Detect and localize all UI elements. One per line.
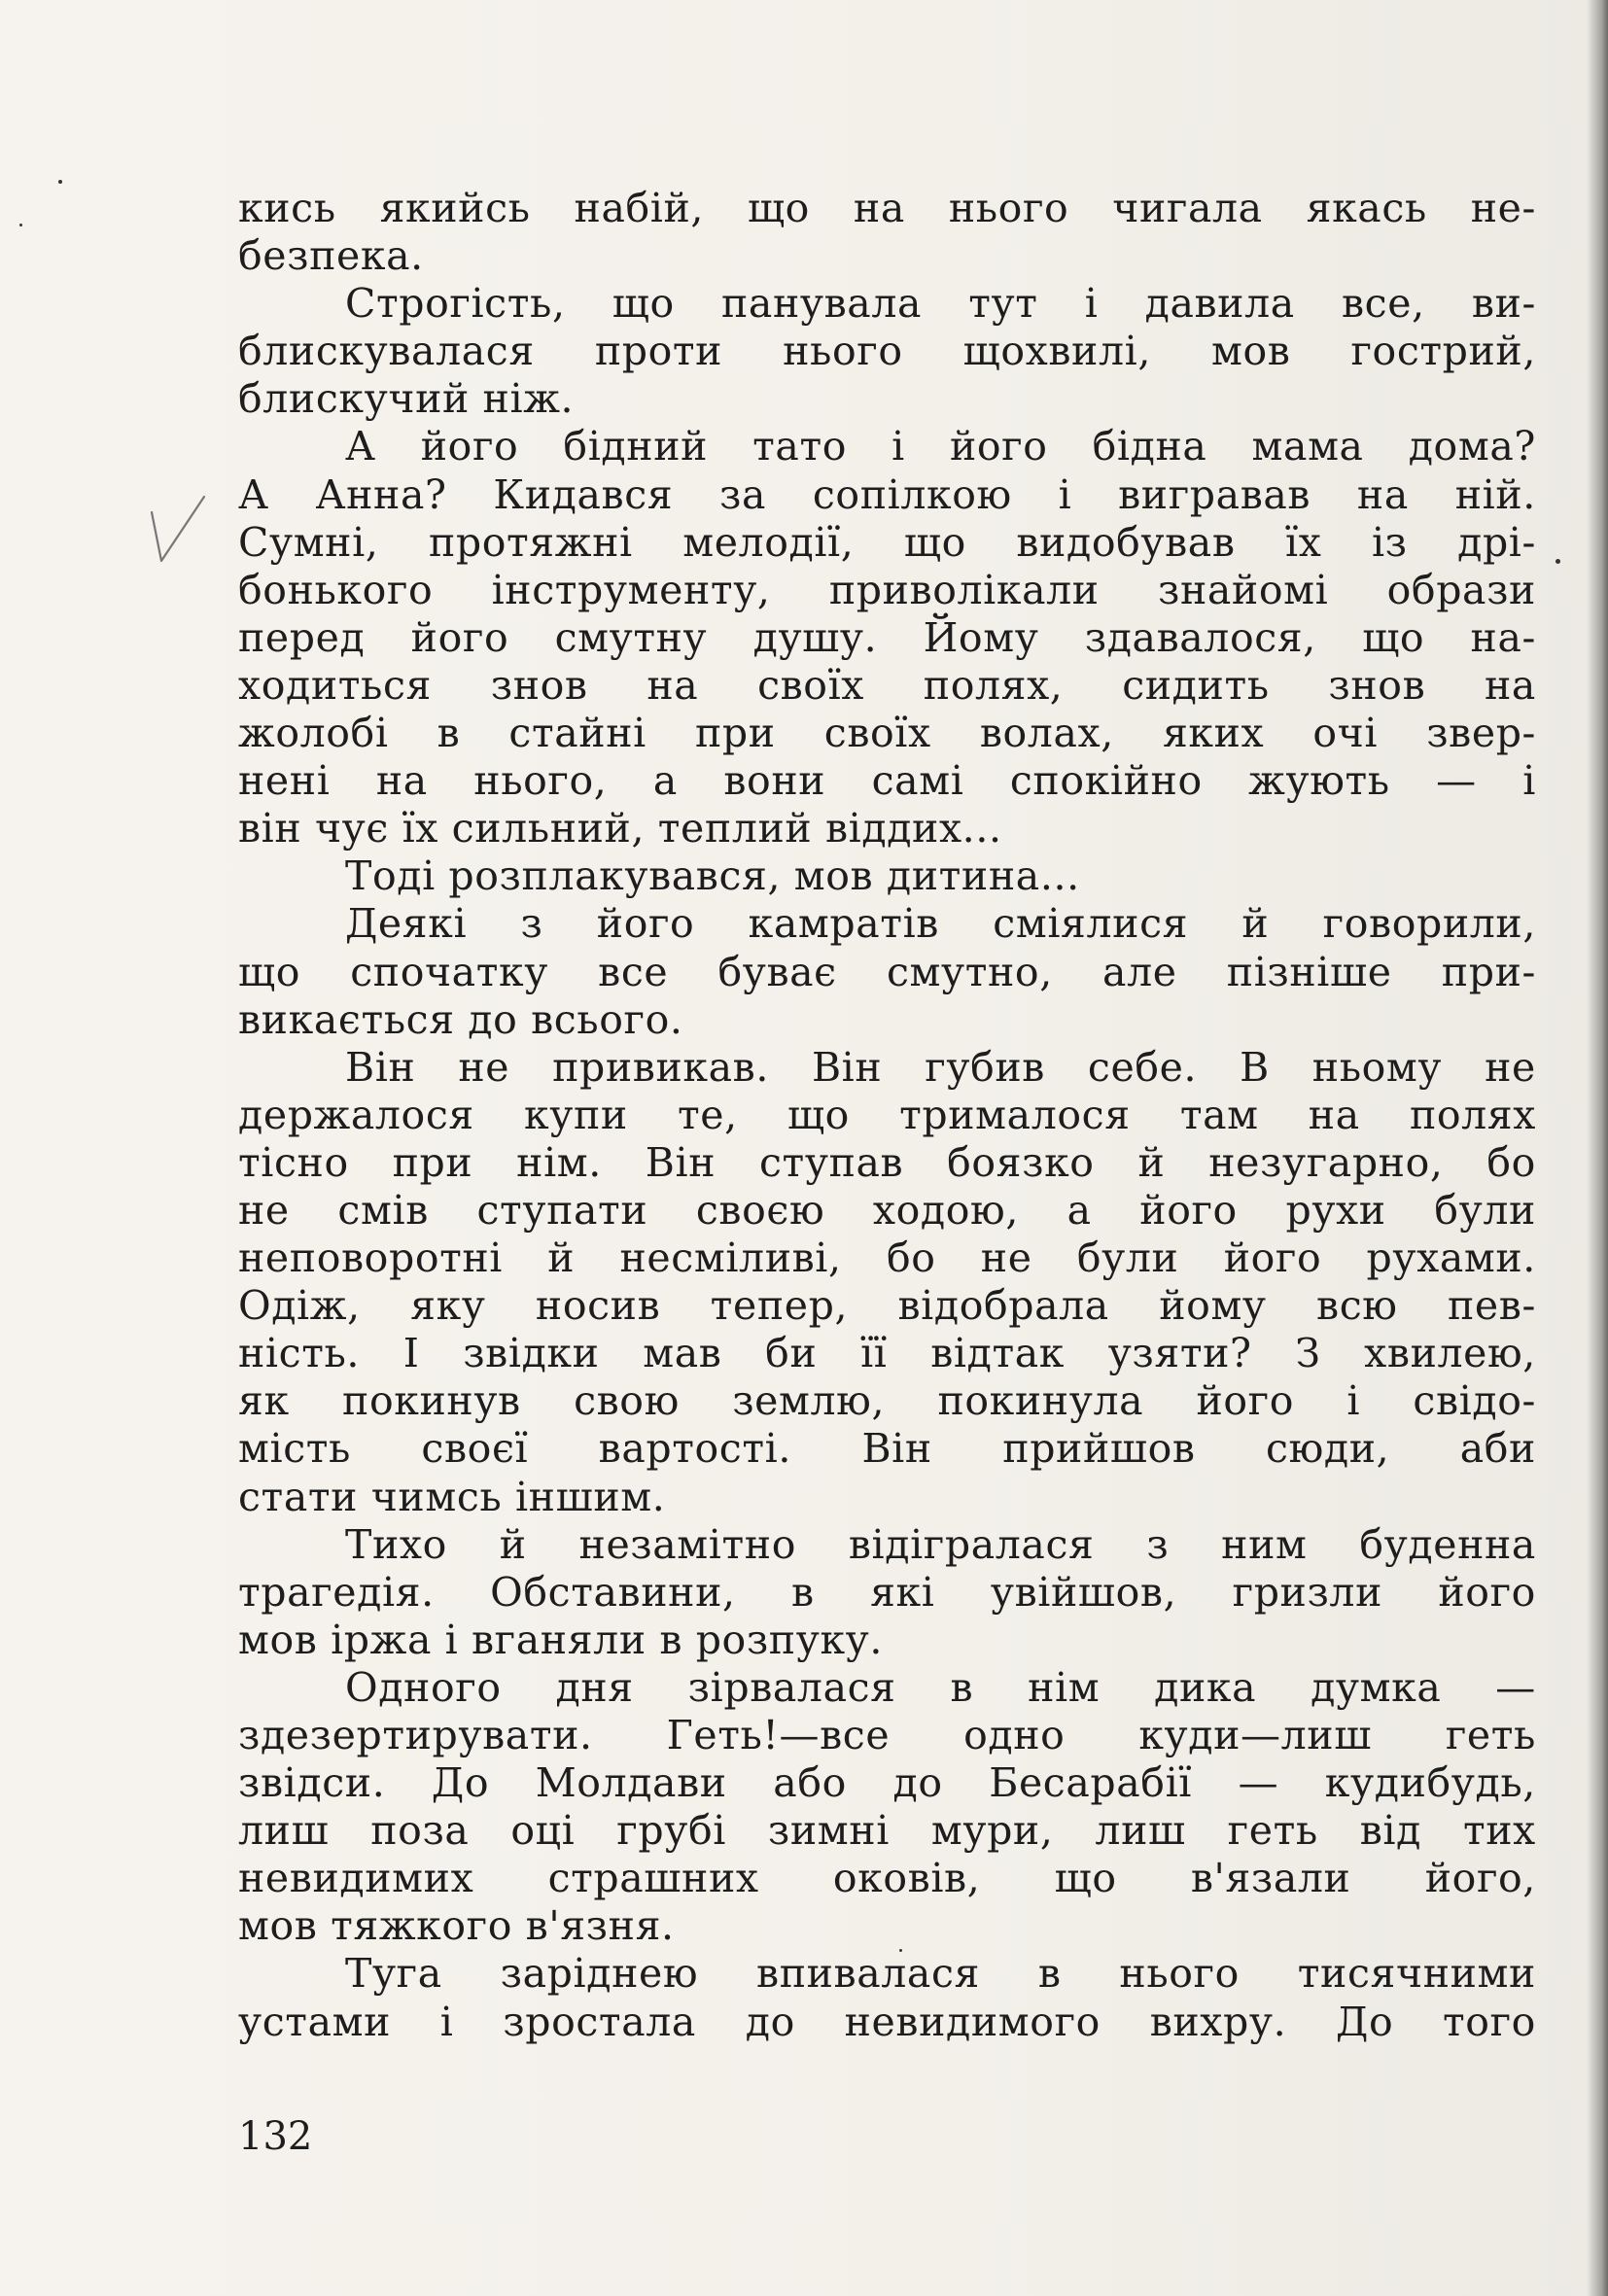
word: кудибудь, (1324, 1759, 1536, 1807)
text-line: мов тяжкого в'язня. (238, 1902, 675, 1950)
word: що (1362, 613, 1425, 661)
word: вони (723, 757, 826, 805)
word: відобрала (897, 1282, 1109, 1330)
word: рухи (1285, 1186, 1386, 1234)
page-number: 132 (238, 2114, 313, 2159)
word: оковів, (832, 1855, 981, 1902)
body-text (238, 185, 1536, 2046)
word: його (1196, 1377, 1295, 1425)
text-line (238, 662, 1536, 710)
text-line: безпека. (238, 232, 424, 280)
word: бо (1486, 1138, 1536, 1186)
text-line (238, 280, 1536, 328)
word: яку (410, 1282, 486, 1330)
word: його (420, 423, 519, 470)
word: полях (1409, 1091, 1536, 1138)
word: якась (1306, 185, 1427, 231)
word: ність. (238, 1330, 361, 1377)
word: панувала (720, 280, 923, 328)
text-line (238, 1664, 1536, 1712)
word: відігралася (848, 1520, 1095, 1568)
paper-speck (19, 224, 22, 226)
word: До (1336, 1998, 1394, 2045)
word: тих (1462, 1807, 1536, 1855)
word: бо (886, 1235, 936, 1282)
text-line (238, 710, 1536, 757)
word: все, (1341, 280, 1425, 328)
text-line (238, 1139, 1536, 1187)
word: би (765, 1330, 818, 1377)
word: Кидався (493, 470, 674, 518)
word: на- (1470, 613, 1536, 661)
word: яких (1162, 710, 1265, 757)
text-line (238, 519, 1536, 567)
word: стайні (508, 710, 647, 757)
word: мав (643, 1330, 722, 1377)
word: бідна (1092, 423, 1207, 470)
word: душу. (752, 613, 878, 661)
text-line (238, 471, 1536, 519)
word: ній. (1454, 470, 1536, 518)
text-line (238, 1855, 1536, 1902)
text-line (238, 1712, 1536, 1759)
word: тісно (238, 1138, 349, 1186)
word: або (773, 1759, 847, 1807)
word: геть (1227, 1807, 1318, 1855)
pencil-check-mark (144, 491, 212, 569)
word: все (598, 948, 669, 995)
word: блискувалася (238, 328, 535, 375)
word: здезертирувати. (238, 1712, 593, 1758)
word: свою (574, 1377, 680, 1425)
page-edge-shadow (1587, 0, 1608, 2296)
word: ви- (1471, 280, 1536, 328)
text-line (238, 757, 1536, 805)
word: Він (345, 1043, 416, 1091)
word: прийшов (1002, 1425, 1196, 1473)
word: своєї (421, 1425, 529, 1473)
word: в (437, 710, 461, 757)
word: Деякі (345, 900, 468, 948)
word: й (547, 1235, 576, 1282)
word: мов (1210, 328, 1291, 375)
word: своїх (757, 661, 865, 709)
word: дня (555, 1663, 634, 1711)
word: пізніше (1226, 948, 1392, 995)
word: видобував (1016, 518, 1236, 566)
word: всю (1316, 1282, 1398, 1330)
word: від (1359, 1807, 1421, 1855)
word: вартості. (598, 1425, 792, 1473)
word: його (1223, 1235, 1322, 1282)
word: але (1102, 948, 1177, 995)
word: невидимого (844, 1998, 1101, 2045)
word: на (1356, 470, 1409, 518)
word: ньому (1311, 1043, 1443, 1091)
text-line (238, 328, 1536, 375)
text-line (238, 1999, 1536, 2046)
text-line: Тоді розплакувався, мов дитина... (345, 852, 1080, 900)
word: Він (811, 1043, 883, 1091)
word: Сумні, (238, 518, 379, 566)
word: дрі- (1457, 518, 1536, 566)
text-line (238, 185, 1536, 232)
word: пев- (1447, 1282, 1536, 1330)
word: А (345, 423, 376, 470)
word: смутну (554, 613, 708, 661)
word: З (1295, 1330, 1321, 1377)
word: Він (645, 1138, 717, 1186)
word: тепер, (710, 1282, 849, 1330)
word: були (1434, 1186, 1536, 1234)
word: звер- (1426, 710, 1536, 757)
word: хвилею, (1364, 1330, 1536, 1377)
word: що (787, 1091, 850, 1138)
word: мама (1251, 423, 1364, 470)
word: куди—лиш (1138, 1712, 1372, 1758)
word: лиш (1095, 1807, 1186, 1855)
word: звідси. (238, 1759, 386, 1807)
word: смів (337, 1186, 429, 1234)
word: бідний (563, 423, 709, 470)
word: давила (1144, 280, 1295, 328)
word: купи (524, 1091, 628, 1138)
word: проти (594, 328, 723, 375)
word: В (1240, 1043, 1270, 1091)
text-line (238, 1282, 1536, 1330)
word: до (745, 1998, 795, 2045)
text-line (238, 1187, 1536, 1235)
word: і (439, 1998, 454, 2045)
word: аби (1459, 1425, 1536, 1473)
word: вигравав (1118, 470, 1311, 518)
word: набій, (574, 185, 705, 231)
word: — (1495, 1663, 1536, 1711)
text-line (238, 1759, 1536, 1807)
word: на (853, 185, 905, 231)
word: спокійно (1009, 757, 1203, 805)
word: і (1084, 280, 1099, 328)
word: камратів (748, 900, 939, 948)
word: і (1058, 470, 1072, 518)
word: приволікали (828, 566, 1100, 613)
word: те, (678, 1091, 738, 1138)
text-line: викається до всього. (238, 995, 683, 1043)
word: що (903, 518, 966, 566)
word: сидить (1122, 661, 1270, 709)
word: того (1443, 1998, 1536, 2045)
word: нього (948, 185, 1069, 231)
word: лиш (238, 1807, 330, 1855)
word: заріднею (500, 1950, 699, 1998)
word: узяти? (1107, 1330, 1252, 1377)
word: Йому (923, 613, 1039, 661)
word: не (238, 1186, 290, 1234)
word: з (520, 900, 543, 948)
word: її (860, 1330, 888, 1377)
text-line (238, 1377, 1536, 1425)
word: тисячними (1297, 1950, 1536, 1998)
word: буває (717, 948, 837, 995)
paper-speck (1556, 559, 1560, 564)
word: До (431, 1759, 490, 1807)
word: там (1179, 1091, 1259, 1138)
word: на (375, 757, 428, 805)
word: інструменту, (491, 566, 771, 613)
word: й (499, 1520, 527, 1568)
word: його (410, 613, 509, 661)
word: — (1436, 757, 1477, 805)
text-line (238, 1044, 1536, 1092)
word: його (1438, 1568, 1536, 1616)
word: до (892, 1759, 943, 1807)
word: які (870, 1568, 935, 1616)
word: дома? (1408, 423, 1536, 470)
word: і (1522, 757, 1536, 805)
word: боязко (947, 1138, 1095, 1186)
word: його, (1424, 1855, 1536, 1902)
word: поза (370, 1807, 470, 1855)
word: знайомі (1158, 566, 1329, 613)
word: Одного (345, 1663, 502, 1711)
word: оці (510, 1807, 576, 1855)
word: волах, (979, 710, 1114, 757)
word: грубі (616, 1807, 726, 1855)
word: в (1037, 1950, 1062, 1998)
word: не (980, 1235, 1032, 1282)
word: себе. (1087, 1043, 1198, 1091)
word: нього (783, 328, 903, 375)
word: Бесарабії (989, 1759, 1193, 1807)
word: нім. (516, 1138, 602, 1186)
word: жолобі (238, 710, 389, 757)
word: нього, (473, 757, 608, 805)
word: мість (238, 1425, 351, 1473)
word: і (1346, 1377, 1361, 1425)
word: ступати (476, 1186, 648, 1234)
word: носив (535, 1282, 661, 1330)
word: Туга (345, 1950, 442, 1998)
text-line (238, 567, 1536, 614)
word: його (949, 423, 1048, 470)
word: і (891, 423, 905, 470)
word: очі (1312, 710, 1379, 757)
text-line (238, 1950, 1536, 1998)
text-line (238, 949, 1536, 996)
word: привикав. (552, 1043, 769, 1091)
word: трималося (899, 1091, 1131, 1138)
word: полях, (923, 661, 1064, 709)
word: одно (963, 1712, 1066, 1758)
text-line (238, 900, 1536, 948)
word: — (1238, 1759, 1279, 1807)
word: держалося (238, 1091, 474, 1138)
word: Молдави (535, 1759, 727, 1807)
word: гризли (1232, 1568, 1382, 1616)
word: образи (1386, 566, 1536, 613)
text-line (238, 1330, 1536, 1377)
word: зимні (767, 1807, 890, 1855)
word: перед (238, 613, 366, 661)
text-line (238, 1521, 1536, 1569)
word: ним (1221, 1520, 1308, 1568)
word: нім (1028, 1663, 1101, 1711)
word: його (1139, 1186, 1238, 1234)
word: при (392, 1138, 473, 1186)
word: мури, (930, 1807, 1054, 1855)
word: свідо- (1413, 1377, 1536, 1425)
word: що (612, 280, 675, 328)
word: й (1137, 1138, 1166, 1186)
word: нені (238, 757, 331, 805)
word: страшних (547, 1855, 759, 1902)
word: устами (238, 1998, 392, 2045)
word: тато (752, 423, 848, 470)
word: Він (861, 1425, 932, 1473)
word: Строгість, (345, 280, 566, 328)
word: й (1241, 900, 1270, 948)
text-line: блискучий ніж. (238, 375, 575, 423)
word: трагедія. (238, 1568, 435, 1616)
word: сюди, (1266, 1425, 1390, 1473)
text-line (238, 1235, 1536, 1282)
word: на (647, 661, 699, 709)
word: знов (490, 661, 588, 709)
word: жують (1248, 757, 1390, 805)
word: гострий, (1350, 328, 1536, 375)
word: своєю (695, 1186, 825, 1234)
word: своїх (823, 710, 931, 757)
text-line (238, 423, 1536, 470)
word: покинув (342, 1377, 521, 1425)
word: бонького (238, 566, 434, 613)
word: увійшов, (990, 1568, 1177, 1616)
word: Тихо (345, 1520, 447, 1568)
word: геть (1445, 1712, 1536, 1758)
text-line (238, 1569, 1536, 1617)
word: незамітно (578, 1520, 797, 1568)
word: говорили, (1322, 900, 1536, 948)
word: здавалося, (1084, 613, 1316, 661)
word: не- (1470, 185, 1536, 231)
text-line (238, 1425, 1536, 1473)
word: кись (238, 185, 336, 231)
word: зростала (503, 1998, 696, 2045)
word: не (1485, 1043, 1536, 1091)
text-line: стати чимсь іншим. (238, 1473, 666, 1520)
word: спочатку (350, 948, 548, 995)
word: в'язали (1190, 1855, 1351, 1902)
word: Геть!—все (666, 1712, 891, 1758)
word: Обставини, (490, 1568, 736, 1616)
word: як (238, 1377, 290, 1425)
word: незугарно, (1208, 1138, 1444, 1186)
word: самі (871, 757, 964, 805)
word: рухами. (1366, 1235, 1536, 1282)
word: смутно, (886, 948, 1053, 995)
word: нього (1119, 1950, 1240, 1998)
word: сміялися (993, 900, 1189, 948)
word: з (1146, 1520, 1170, 1568)
word: мелодії, (682, 518, 855, 566)
word: А (238, 470, 269, 518)
word: відтак (930, 1330, 1065, 1377)
word: Анна? (315, 470, 447, 518)
word: дика (1154, 1663, 1257, 1711)
text-line (238, 1092, 1536, 1139)
word: ходиться (238, 661, 433, 709)
word: несміливі, (619, 1235, 842, 1282)
word: неповоротні (238, 1235, 504, 1282)
word: йому (1159, 1282, 1267, 1330)
text-line (238, 614, 1536, 662)
word: землю, (732, 1377, 886, 1425)
word: а (652, 757, 678, 805)
word: сопілкою (812, 470, 1012, 518)
word: протяжні (428, 518, 633, 566)
word: а (1066, 1186, 1092, 1234)
word: знов (1328, 661, 1426, 709)
word: що (747, 185, 810, 231)
word: при (694, 710, 776, 757)
word: їх (1285, 518, 1322, 566)
word: при- (1441, 948, 1536, 995)
text-line: мов іржа і вганяли в розпуку. (238, 1616, 884, 1663)
word: що (1054, 1855, 1117, 1902)
word: в (950, 1663, 974, 1711)
paper-speck (58, 180, 62, 184)
word: І (402, 1330, 420, 1377)
word: в (791, 1568, 815, 1616)
word: щохвилі, (962, 328, 1151, 375)
word: звідки (463, 1330, 600, 1377)
word: буденна (1359, 1520, 1536, 1568)
word: на (1484, 661, 1536, 709)
word: на (1308, 1091, 1360, 1138)
text-line: він чує їх сильний, теплий віддих... (238, 805, 1002, 852)
word: ходою, (872, 1186, 1019, 1234)
word: із (1371, 518, 1408, 566)
word: Одіж, (238, 1282, 361, 1330)
word: були (1076, 1235, 1179, 1282)
word: тут (968, 280, 1038, 328)
word: чигала (1112, 185, 1263, 231)
word: якийсь (379, 185, 531, 231)
word: покинула (937, 1377, 1144, 1425)
word: невидимих (238, 1855, 474, 1902)
text-line (238, 1807, 1536, 1855)
word: губив (925, 1043, 1045, 1091)
word: думка (1311, 1663, 1442, 1711)
word: вихру. (1149, 1998, 1287, 2045)
word: ступав (759, 1138, 904, 1186)
word: його (596, 900, 695, 948)
word: зірвалася (687, 1663, 896, 1711)
word: що (238, 948, 301, 995)
word: не (458, 1043, 510, 1091)
word: за (719, 470, 767, 518)
word: впивалася (756, 1950, 980, 1998)
